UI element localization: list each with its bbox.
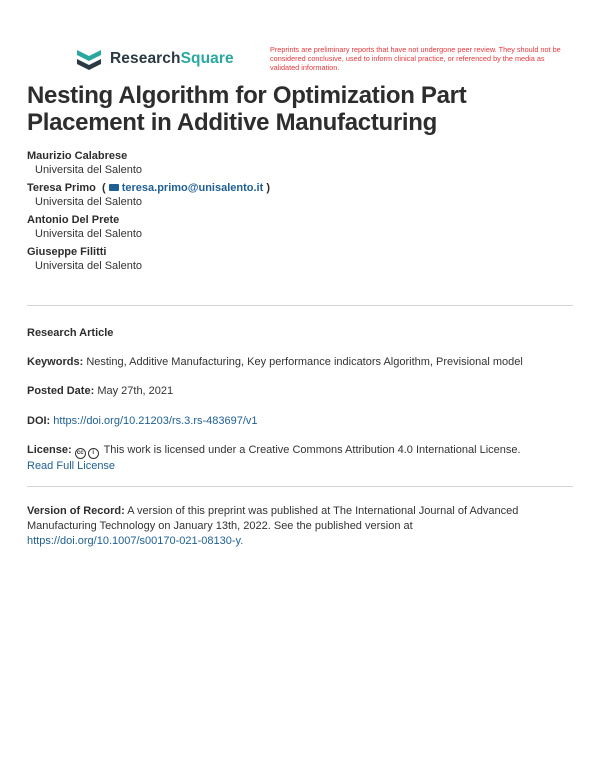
published-version-link[interactable]: https://doi.org/10.1007/s00170-021-08130-y. <box>27 535 244 547</box>
author-affiliation: Universita del Salento <box>35 228 143 240</box>
license-label: License: <box>27 444 72 456</box>
author-affiliation: Universita del Salento <box>35 196 143 208</box>
posted-date-value: May 27th, 2021 <box>97 385 174 397</box>
license <box>27 443 573 474</box>
author-name-with-email: Teresa Primo ( teresa.primo@unisalento.it ) <box>27 182 271 194</box>
attribution-icon: i <box>88 448 99 459</box>
author-name: Maurizio Calabrese <box>27 150 128 162</box>
posted-date <box>27 384 573 399</box>
author-list <box>27 150 577 278</box>
envelope-icon <box>109 184 119 191</box>
research-square-logo-icon <box>75 47 103 71</box>
author-name: Antonio Del Prete <box>27 214 120 226</box>
research-square-logo[interactable] <box>75 47 234 71</box>
brand-name-research: Research <box>110 50 181 67</box>
keywords-label: Keywords: <box>27 356 84 368</box>
author-entry <box>27 182 577 209</box>
read-full-license-link[interactable]: Read Full License <box>27 460 116 472</box>
author-entry <box>27 246 577 273</box>
paper-title: Nesting Algorithm for Optimization Part Placement in Additive Manufacturing <box>27 82 467 136</box>
version-of-record-text: A version of this preprint was published at The International Journal of Advanced Manufacturing Technology on January 13th, 2022. See the published version at <box>27 505 519 532</box>
version-of-record <box>27 504 573 549</box>
doi-link[interactable]: https://doi.org/10.21203/rs.3.rs-483697/v1 <box>53 415 258 427</box>
doi-label: DOI: <box>27 415 51 427</box>
author-entry <box>27 214 577 241</box>
divider <box>27 486 573 487</box>
author-entry <box>27 150 577 177</box>
posted-date-label: Posted Date: <box>27 385 95 397</box>
license-text: This work is licensed under a Creative Commons Attribution 4.0 International License. <box>103 444 521 456</box>
author-name: Teresa Primo <box>27 182 96 194</box>
author-email-link[interactable]: teresa.primo@unisalento.it <box>121 182 264 194</box>
brand-name-square: Square <box>180 50 234 67</box>
keywords-value: Nesting, Additive Manufacturing, Key performance indicators Algorithm, Previsional model <box>86 356 523 368</box>
article-type: Research Article <box>27 327 114 339</box>
author-affiliation: Universita del Salento <box>35 260 143 272</box>
keywords <box>27 355 573 370</box>
author-name: Giuseppe Filitti <box>27 246 107 258</box>
brand-name <box>110 50 234 68</box>
version-of-record-label: Version of Record: <box>27 505 125 517</box>
preprint-notice: Preprints are preliminary reports that have not undergone peer review. They should not be considered conclusive, used to inform clinical practice, or referenced by the media as validated information. <box>270 45 561 72</box>
doi <box>27 414 573 429</box>
creative-commons-icon: cc <box>75 448 86 459</box>
author-affiliation: Universita del Salento <box>35 164 143 176</box>
divider <box>27 305 573 306</box>
